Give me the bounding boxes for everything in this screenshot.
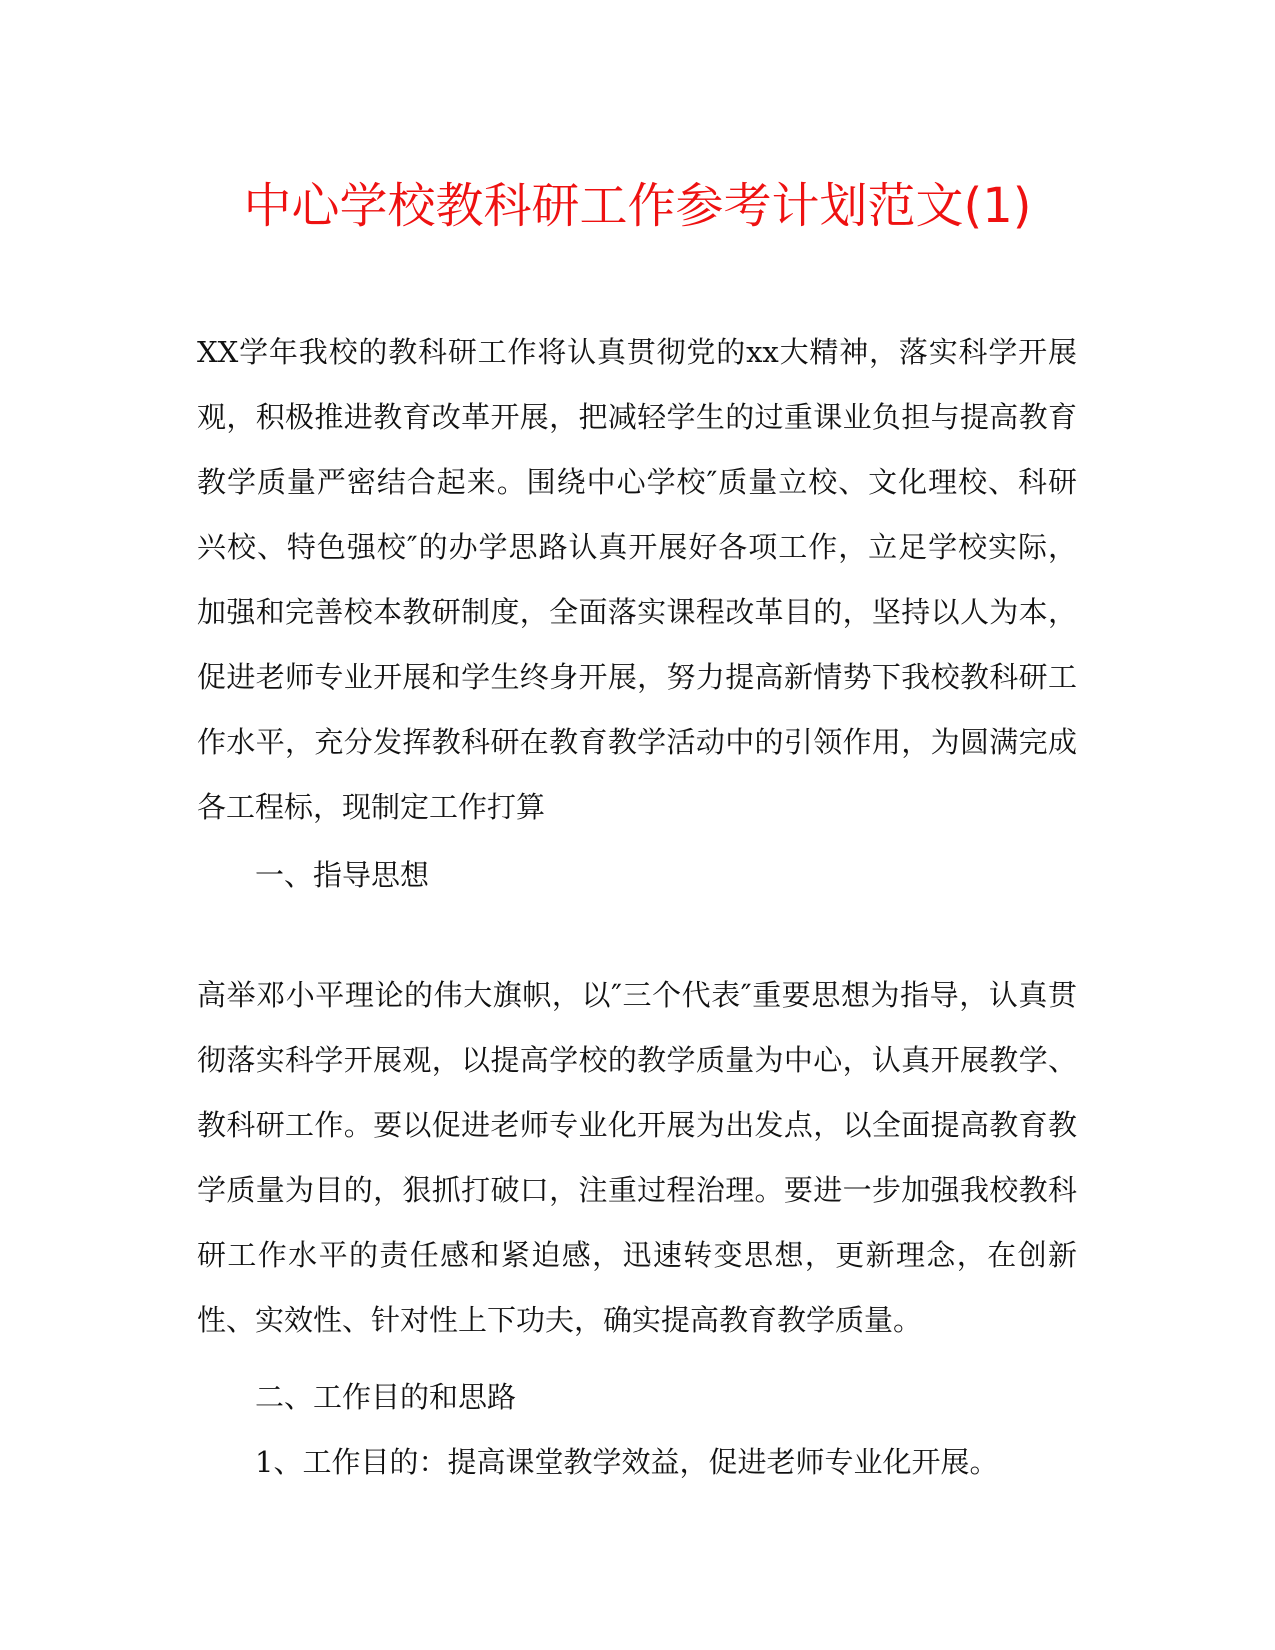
intro-paragraph: XX学年我校的教科研工作将认真贯彻党的xx大精神，落实科学开展观，积极推进教育改革开展，把减轻学生的过重课业负担与提高教育教学质量严密结合起来。围绕中心学校″质量立校、文化理校、科研兴校、特色强校″的办学思路认真开展好各项工作，立足学校实际，加强和完善校本教研制度，全面落实课程改革目的，坚持以人为本，促进老师专业开展和学生终身开展，努力提高新情势下我校教科研工作水平，充分发挥教科研在教育教学活动中的引领作用，为圆满完成各工程标，现制定工作打算 <box>197 335 1077 824</box>
goal-item-1: 1、工作目的：提高课堂教学效益，促进老师专业化开展。 <box>255 1445 999 1479</box>
guiding-ideology-paragraph: 高举邓小平理论的伟大旗帜，以″三个代表″重要思想为指导，认真贯彻落实科学开展观，以提高学校的教学质量为中心，认真开展教学、教科研工作。要以促进老师专业化开展为出发点，以全面提高教育教学质量为目的，狠抓打破口，注重过程治理。要进一步加强我校教科研工作水平的责任感和紧迫感，迅速转变思想，更新理念，在创新性、实效性、针对性上下功夫，确实提高教育教学质量。 <box>197 978 1077 1337</box>
section-heading-goals-and-approach: 二、工作目的和思路 <box>255 1380 517 1414</box>
section-heading-guiding-ideology: 一、指导思想 <box>255 858 430 892</box>
document-title: 中心学校教科研工作参考计划范文(1) <box>243 178 1032 234</box>
